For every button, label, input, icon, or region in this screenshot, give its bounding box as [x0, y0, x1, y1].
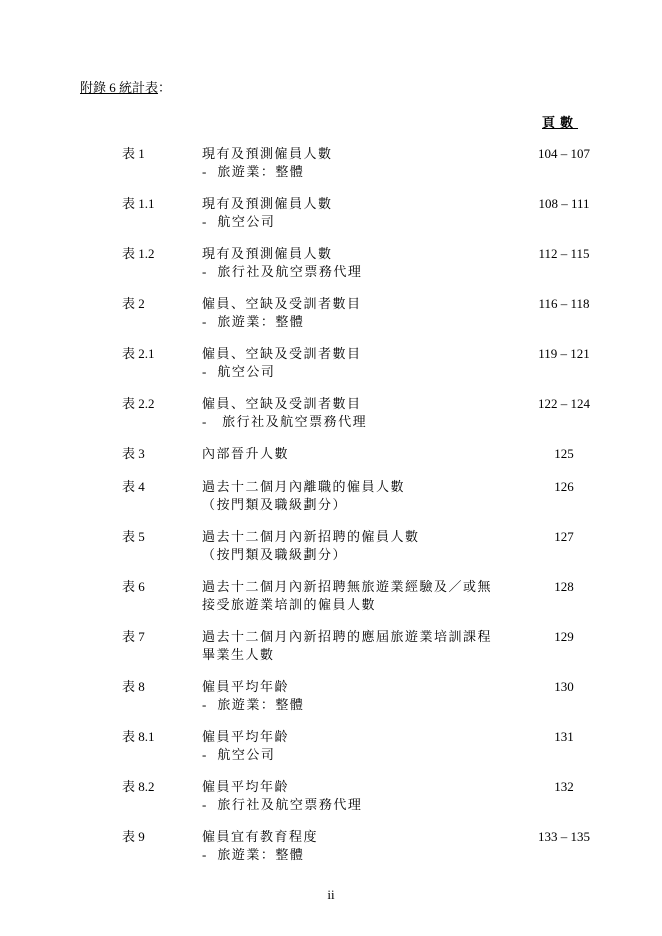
toc-entry — [0, 295, 662, 345]
toc-entry-subtitle: - 旅行社及航空票務代理 — [202, 264, 363, 279]
toc-entry — [0, 245, 662, 295]
toc-entry-title: 過去十二個月內離職的僱員人數 — [202, 479, 406, 494]
toc-entry-title: 僱員、空缺及受訓者數目 — [202, 296, 362, 311]
toc-entry — [0, 678, 662, 728]
toc-entry-title-block — [202, 445, 532, 463]
toc-entry — [0, 628, 662, 678]
toc-entry-label: 表 1.1 — [122, 196, 155, 211]
toc-entry-title-block — [202, 828, 532, 864]
appendix-heading — [80, 79, 171, 97]
toc-entry — [0, 828, 662, 878]
toc-entry-title: 內部晉升人數 — [202, 446, 290, 461]
toc-entry-label: 表 2.1 — [122, 346, 155, 361]
toc-entry — [0, 145, 662, 195]
appendix-heading-colon: ： — [158, 80, 172, 95]
toc-entry — [0, 778, 662, 828]
toc-entry-title: 過去十二個月內新招聘的應屆旅遊業培訓課程 — [202, 629, 493, 644]
appendix-heading-label: 附錄 6 統計表 — [80, 80, 159, 95]
toc-entry-title-block — [202, 395, 532, 431]
toc-entry-pages: 130 — [554, 679, 574, 694]
toc-entry-title-block — [202, 528, 532, 564]
toc-entry-title: 僱員宜有教育程度 — [202, 829, 319, 844]
toc-entry-subtitle: - 旅遊業：整體 — [202, 697, 305, 712]
toc-entry-title: 僱員、空缺及受訓者數目 — [202, 396, 362, 411]
toc-entry-pages: 133 – 135 — [538, 829, 590, 844]
toc-entry-title-block — [202, 628, 532, 664]
toc-entry-subtitle: - 旅遊業：整體 — [202, 164, 305, 179]
toc-entry — [0, 195, 662, 245]
toc-entry-label: 表 9 — [122, 829, 145, 844]
toc-entry-pages: 104 – 107 — [538, 146, 590, 161]
toc-entry-title-block — [202, 345, 532, 381]
toc-entry-label: 表 8.2 — [122, 779, 155, 794]
toc-entry-title-block — [202, 478, 532, 514]
toc-entry-label: 表 1.2 — [122, 246, 155, 261]
toc-entry-title: 過去十二個月內新招聘的僱員人數 — [202, 529, 420, 544]
toc-entry-label: 表 6 — [122, 579, 145, 594]
toc-entry-subtitle: - 旅行社及航空票務代理 — [202, 797, 363, 812]
toc-entry — [0, 345, 662, 395]
toc-entry-title-block — [202, 678, 532, 714]
toc-entry-title: 過去十二個月內新招聘無旅遊業經驗及／或無 — [202, 579, 493, 594]
toc-entry-pages: 127 — [554, 529, 574, 544]
toc-entry — [0, 395, 662, 445]
toc-entry — [0, 728, 662, 778]
toc-entry-title-block — [202, 245, 532, 281]
toc-entry-pages: 116 – 118 — [538, 296, 590, 311]
toc-entry-title-block — [202, 145, 532, 181]
toc-entry-title: 現有及預測僱員人數 — [202, 196, 333, 211]
toc-entry-label: 表 8 — [122, 679, 145, 694]
toc-entry-label: 表 2 — [122, 296, 145, 311]
toc-entry-subtitle: - 航空公司 — [202, 364, 276, 379]
toc-entry-pages: 128 — [554, 579, 574, 594]
toc-entry-pages: 125 — [554, 446, 574, 461]
toc-entry-label: 表 1 — [122, 146, 145, 161]
toc-entry-title-block — [202, 728, 532, 764]
toc-entry-subtitle: - 旅遊業：整體 — [202, 847, 305, 862]
toc-entry-label: 表 2.2 — [122, 396, 155, 411]
statistics-table-list — [0, 145, 662, 878]
toc-entry-title: 僱員平均年齡 — [202, 729, 290, 744]
toc-entry-label: 表 4 — [122, 479, 145, 494]
toc-entry — [0, 528, 662, 578]
toc-entry-title: 僱員、空缺及受訓者數目 — [202, 346, 362, 361]
toc-entry-pages: 126 — [554, 479, 574, 494]
toc-entry-label: 表 5 — [122, 529, 145, 544]
toc-entry-pages: 129 — [554, 629, 574, 644]
toc-entry-title-block — [202, 578, 532, 614]
toc-entry-subtitle: （按門類及職級劃分） — [202, 497, 348, 512]
toc-entry-title-block — [202, 778, 532, 814]
toc-entry-title-block — [202, 295, 532, 331]
toc-entry-subtitle: - 旅遊業：整體 — [202, 314, 305, 329]
toc-entry-subtitle: - 航空公司 — [202, 747, 276, 762]
toc-entry — [0, 478, 662, 528]
toc-entry-pages: 112 – 115 — [538, 246, 590, 261]
toc-entry-title: 僱員平均年齡 — [202, 779, 290, 794]
toc-entry-label: 表 3 — [122, 446, 145, 461]
toc-entry-title-block — [202, 195, 532, 231]
toc-entry-pages: 119 – 121 — [538, 346, 590, 361]
toc-entry-label: 表 7 — [122, 629, 145, 644]
toc-entry-pages: 108 – 111 — [538, 196, 590, 211]
toc-entry-subtitle: 接受旅遊業培訓的僱員人數 — [202, 597, 377, 612]
toc-entry-title: 現有及預測僱員人數 — [202, 146, 333, 161]
toc-entry-pages: 132 — [554, 779, 574, 794]
toc-entry-title: 現有及預測僱員人數 — [202, 246, 333, 261]
toc-entry — [0, 445, 662, 478]
toc-entry-subtitle: （按門類及職級劃分） — [202, 547, 348, 562]
page-number: ii — [327, 887, 335, 902]
toc-entry-subtitle: 畢業生人數 — [202, 647, 275, 662]
toc-entry-subtitle: - 旅行社及航空票務代理 — [202, 414, 368, 429]
page-column-header: 頁數 — [542, 115, 579, 130]
toc-entry — [0, 578, 662, 628]
toc-entry-title: 僱員平均年齡 — [202, 679, 290, 694]
toc-entry-label: 表 8.1 — [122, 729, 155, 744]
toc-entry-pages: 131 — [554, 729, 574, 744]
toc-entry-pages: 122 – 124 — [538, 396, 590, 411]
toc-entry-subtitle: - 航空公司 — [202, 214, 276, 229]
